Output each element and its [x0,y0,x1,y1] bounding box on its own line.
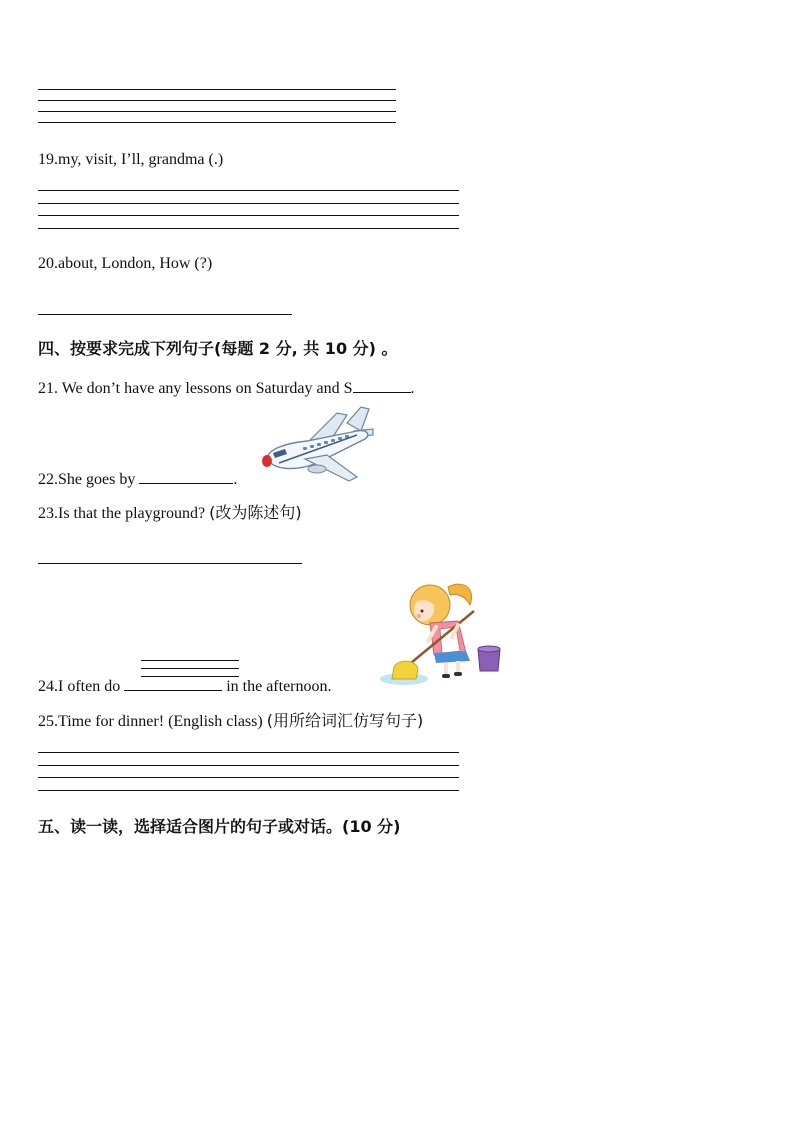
airplane-icon [257,405,375,489]
question-22 [38,469,237,490]
answer-line[interactable] [141,660,239,661]
answer-line[interactable] [38,111,396,112]
section-5-heading: 五、读一读，选择适合图片的句子或对话。(10 分) [38,817,401,836]
section-4-heading: 四、按要求完成下列句子(每题 2 分, 共 10 分) 。 [38,339,398,358]
question-22-end: . [233,471,238,488]
answer-blank-q21[interactable] [353,378,411,393]
question-25-instruction: (用所给词汇仿写句子) [266,711,424,730]
answer-line[interactable] [141,668,239,669]
answer-line[interactable] [38,790,459,791]
question-23-text: 23.Is that the playground? [38,505,210,522]
answer-line[interactable] [38,752,459,753]
question-21-end: . [410,380,415,397]
question-23 [38,503,302,524]
answer-line[interactable] [38,228,459,229]
answer-line[interactable] [38,122,396,123]
girl-mopping-picture [378,575,503,687]
girl-mopping-icon [378,575,503,687]
answer-line-q20[interactable] [38,314,292,315]
question-23-instruction: (改为陈述句) [209,503,302,522]
question-25 [38,711,423,732]
question-19: 19.my, visit, I’ll, grandma (.) [38,151,224,168]
question-25-text: 25.Time for dinner! (English class) [38,713,267,730]
question-22-text: 22.She goes by [38,471,140,488]
answer-line[interactable] [38,203,459,204]
answer-line[interactable] [38,777,459,778]
answer-line-q23[interactable] [38,563,302,564]
answer-blank-q24[interactable] [124,676,222,691]
question-24-end: in the afternoon. [222,678,332,695]
question-21 [38,378,415,399]
answer-line[interactable] [38,89,396,90]
question-20: 20.about, London, How (?) [38,255,213,272]
answer-line[interactable] [38,765,459,766]
answer-blank-q22[interactable] [139,469,233,484]
answer-line[interactable] [38,215,459,216]
question-21-text: 21. We don’t have any lessons on Saturday and S [38,380,353,397]
question-24 [38,676,332,697]
airplane-picture [257,405,375,489]
question-24-text: 24.I often do [38,678,125,695]
answer-line[interactable] [38,190,459,191]
answer-line[interactable] [38,100,396,101]
